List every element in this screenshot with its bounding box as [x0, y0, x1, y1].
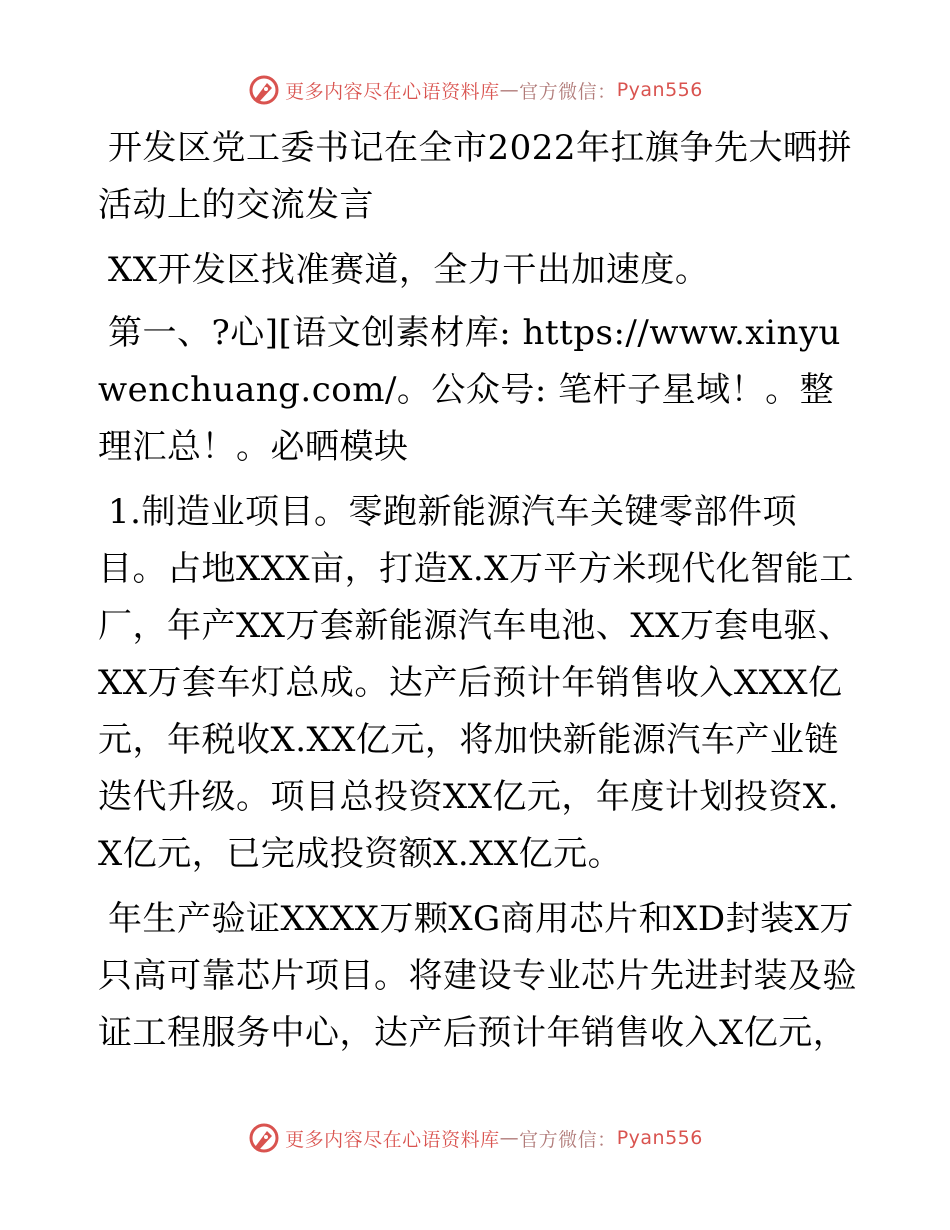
document-title: 开发区党工委书记在全市2022年扛旗争先大晒拼活动上的交流发言: [98, 128, 853, 225]
watermark-brand-text: 更多内容尽在心语资料库: [285, 1128, 500, 1151]
watermark-wechat-id: Pyan556: [616, 79, 703, 101]
watermark-wechat-label: 官方微信：: [519, 80, 617, 103]
paragraph-manufacturing-project: 1.制造业项目。零跑新能源汽车关键零部件项目。占地XXX亩，打造X.X万平方米现代化智能工厂，年产XX万套新能源汽车电池、XX万套电驱、XX万套车灯总成。达产后预计年销售收入XXX亿元，年税收X.XX亿元，将加快新能源汽车产业链迭代升级。项目总投资XX亿元，年度计划投资X.X亿元，已完成投资额X.XX亿元。: [98, 492, 854, 874]
pen-nib-logo-icon: [247, 73, 281, 107]
watermark-separator: —: [499, 1127, 520, 1149]
document-subtitle: XX开发区找准赛道，全力干出加速度。: [108, 250, 710, 290]
pen-nib-logo-icon: [247, 1121, 281, 1155]
document-body: [98, 120, 858, 1062]
section-heading: 第一、?心][语文创素材库: https://www.xinyuwenchuang.com/。公众号: 笔杆子星域！。整理汇总！。必晒模块: [98, 313, 841, 467]
watermark-separator: —: [499, 79, 520, 101]
footer-watermark: [0, 1118, 950, 1158]
watermark-brand-text: 更多内容尽在心语资料库: [285, 80, 500, 103]
header-watermark: [0, 70, 950, 110]
paragraph-chip-project: 年生产验证XXXX万颗XG商用芯片和XD封装X万只高可靠芯片项目。将建设专业芯片先进封装及验证工程服务中心，达产后预计年销售收入X亿元，: [98, 899, 857, 1053]
watermark-wechat-id: Pyan556: [616, 1127, 703, 1149]
watermark-wechat-label: 官方微信：: [519, 1128, 617, 1151]
